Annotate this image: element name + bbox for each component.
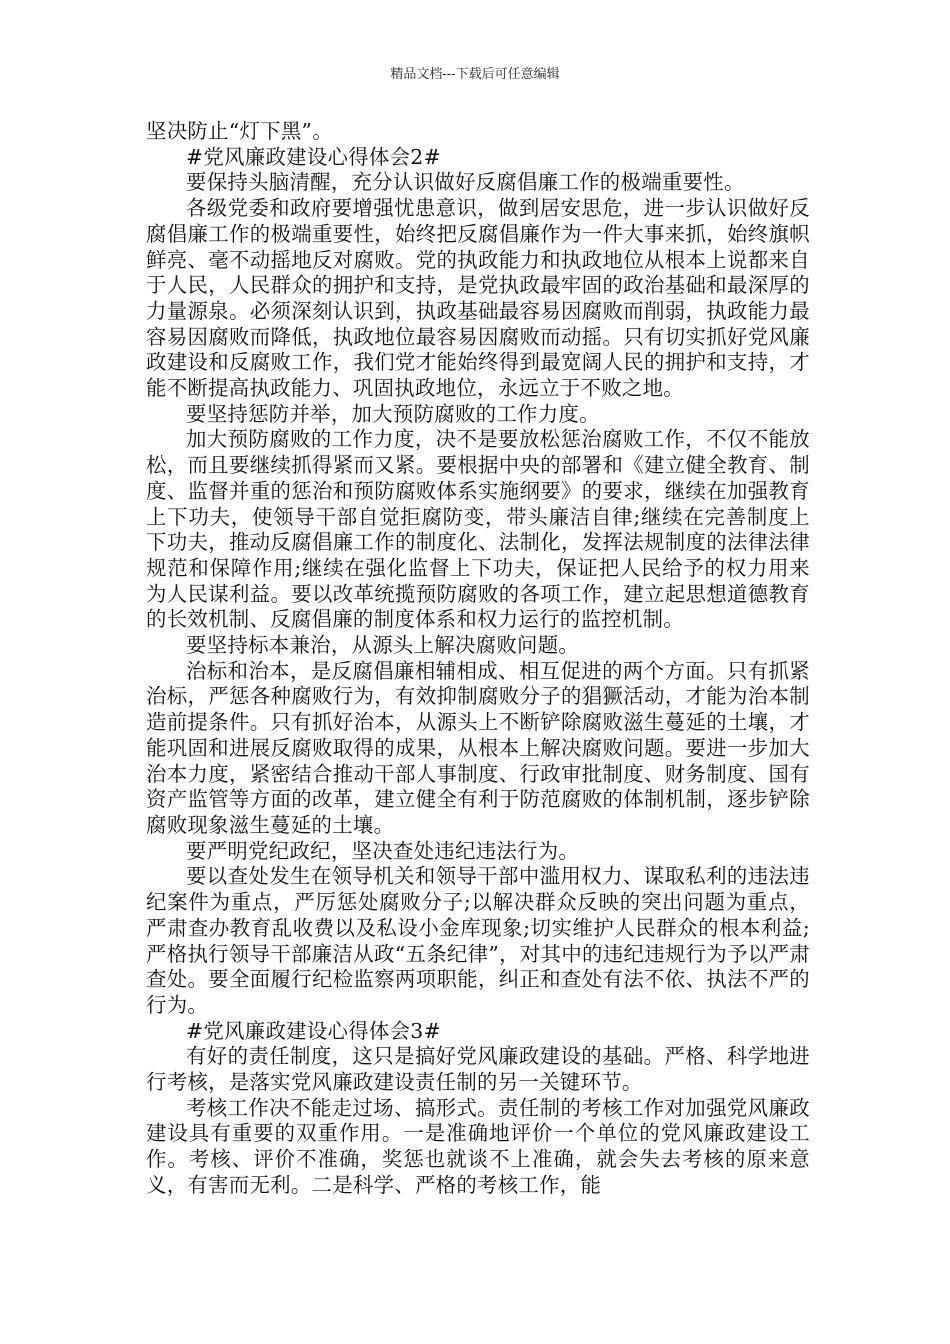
- paragraph: 治标和治本，是反腐倡廉相辅相成、相互促进的两个方面。只有抓紧治标，严惩各种腐败行为，有效抑制腐败分子的猖獗活动，才能为治本制造前提条件。只有抓好治本，从源头上不断铲除腐败滋生蔓延的土壤，才能巩固和进展反腐败取得的成果，从根本上解决腐败问题。要进一步加大治本力度，紧密结合推动干部人事制度、行政审批制度、财务制度、国有资产监管等方面的改革，建立健全有利于防范腐败的体制机制，逐步铲除腐败现象滋生蔓延的土壤。: [146, 658, 810, 837]
- section-title: #党风廉政建设心得体会2#: [186, 144, 441, 169]
- paragraph: 要坚持惩防并举，加大预防腐败的工作力度。: [186, 401, 600, 426]
- paragraph: 要以查处发生在领导机关和领导干部中滥用权力、谋取私利的违法违纪案件为重点，严厉惩处腐败分子;以解决群众反映的突出问题为重点，严肃查办教育乱收费以及私设小金库现象;切实维护人民群众的根本利益;严格执行领导干部廉洁从政“五条纪律”，对其中的违纪违规行为予以严肃查处。要全面履行纪检监察两项职能，纠正和查处有法不依、执法不严的行为。: [146, 864, 810, 1017]
- paragraph: 要坚持标本兼治，从源头上解决腐败问题。: [186, 633, 580, 658]
- page-header-note: 精品文档---下载后可任意编辑: [390, 67, 560, 82]
- paragraph: 各级党委和政府要增强忧患意识，做到居安思危，进一步认识做好反腐倡廉工作的极端重要性，始终把反腐倡廉作为一件大事来抓，始终旗帜鲜亮、毫不动摇地反对腐败。党的执政能力和执政地位从根本上说都来自于人民，人民群众的拥护和支持，是党执政最牢固的政治基础和最深厚的力量源泉。必须深刻认识到，执政基础最容易因腐败而削弱，执政能力最容易因腐败而降低，执政地位最容易因腐败而动摇。只有切实抓好党风廉政建设和反腐败工作，我们党才能始终得到最宽阔人民的拥护和支持，才能不断提高执政能力、巩固执政地位，永远立于不败之地。: [146, 196, 810, 401]
- paragraph: 有好的责任制度，这只是搞好党风廉政建设的基础。严格、科学地进行考核，是落实党风廉政建设责任制的另一关键环节。: [146, 1044, 810, 1095]
- paragraph: 要保持头脑清醒，充分认识做好反腐倡廉工作的极端重要性。: [186, 170, 745, 195]
- paragraph: 考核工作决不能走过场、搞形式。责任制的考核工作对加强党风廉政建设具有重要的双重作用。一是准确地评价一个单位的党风廉政建设工作。考核、评价不准确，奖惩也就谈不上准确，就会失去考核的原来意义，有害而无利。二是科学、严格的考核工作，能: [146, 1095, 810, 1197]
- paragraph: 坚决防止“灯下黑”。: [146, 119, 333, 143]
- paragraph: 要严明党纪政纪，坚决查处违纪违法行为。: [186, 838, 580, 863]
- paragraph: 加大预防腐败的工作力度，决不是要放松惩治腐败工作，不仅不能放松，而且要继续抓得紧而又紧。要根据中央的部署和《建立健全教育、制度、监督并重的惩治和预防腐败体系实施纲要》的要求，继续在加强教育上下功夫，使领导干部自觉拒腐防变，带头廉洁自律;继续在完善制度上下功夫，推动反腐倡廉工作的制度化、法制化，发挥法规制度的法律法律规范和保障作用;继续在强化监督上下功夫，保证把人民给予的权力用来为人民谋利益。要以改革统揽预防腐败的各项工作，建立起思想道德教育的长效机制、反腐倡廉的制度体系和权力运行的监控机制。: [146, 427, 810, 632]
- section-title: #党风廉政建设心得体会3#: [186, 1018, 441, 1043]
- document-body: [146, 119, 810, 1199]
